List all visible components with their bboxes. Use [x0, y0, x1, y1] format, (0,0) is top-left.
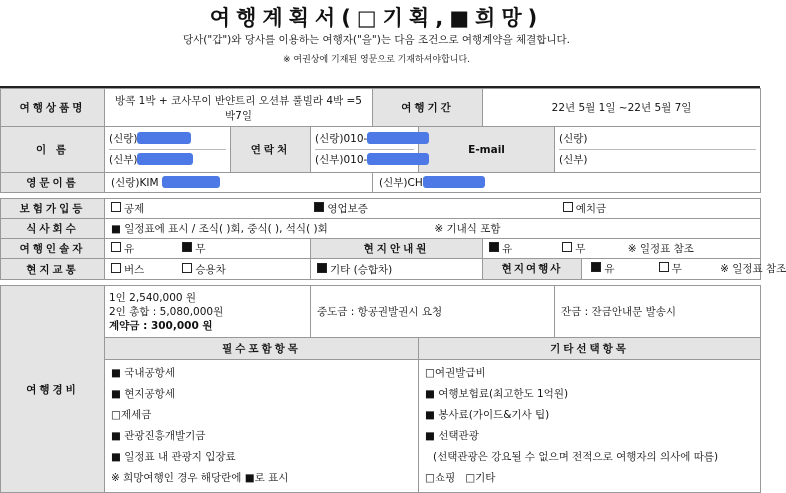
transport-options — [105, 259, 311, 280]
escort-options — [105, 239, 311, 259]
list-item[interactable]: ■ 일정표 내 관광지 입장료 — [111, 451, 236, 463]
agency-label: 현지여행사 — [483, 259, 582, 279]
name-cell[interactable] — [105, 127, 231, 173]
agency-cell — [483, 259, 786, 280]
redaction-mark — [423, 176, 485, 188]
agency-yes: 유 — [604, 263, 615, 275]
period-label: 여행기간 — [373, 89, 483, 127]
english-name-label: 영문이름 — [1, 173, 105, 193]
checkbox-empty[interactable] — [182, 263, 192, 273]
agency-no: 무 — [671, 263, 682, 275]
meals-note: ※ 기내식 포함 — [434, 223, 501, 235]
list-item[interactable]: ■ 여행보험료(최고한도 1억원) — [425, 388, 569, 400]
list-item[interactable]: □여권발급비 — [425, 367, 486, 379]
cost-label: 여행경비 — [1, 286, 105, 493]
transport-other-cell — [311, 259, 483, 280]
cost-total: 2인 총합 : 5,080,000원 — [109, 305, 224, 318]
list-item[interactable]: ■ 봉사료(가이드&기사 팁) — [425, 409, 550, 421]
checkbox-checked[interactable] — [314, 202, 324, 212]
redaction-mark — [137, 153, 193, 165]
list-item[interactable]: ■ 관광진흥개발기금 — [111, 430, 206, 442]
list-item[interactable]: ■ 국내공항세 — [111, 367, 175, 379]
product-label: 여행상품명 — [1, 89, 105, 127]
transport-bus: 버스 — [124, 263, 145, 276]
insurance-opt1: 공제 — [124, 203, 145, 215]
agency-note: ※ 일정표 참조 — [720, 263, 786, 275]
document-title: 여행계획서(□기획,■희망) — [209, 6, 544, 30]
optional-list — [419, 360, 761, 493]
cost-middle[interactable]: 중도금 : 항공권발권시 요청 — [311, 286, 555, 338]
email-label: E-mail — [419, 127, 555, 173]
contact-bride: (신부)010- — [315, 154, 368, 166]
list-item[interactable]: □제세금 — [111, 409, 152, 421]
insurance-label: 보험가입등 — [1, 199, 105, 219]
transport-label: 현지교통 — [1, 259, 105, 280]
english-name-bride: (신부)CH — [379, 177, 423, 189]
insurance-options — [105, 199, 761, 219]
checkbox-checked[interactable] — [182, 242, 192, 252]
checkbox-checked[interactable] — [489, 242, 499, 252]
contract-form — [0, 86, 786, 493]
meals-label: 식사회수 — [1, 219, 105, 239]
guide-label: 현지안내원 — [311, 239, 483, 259]
guide-note: ※ 일정표 참조 — [627, 243, 694, 255]
escort-yes: 유 — [124, 243, 135, 255]
name-label: 이 름 — [1, 127, 105, 173]
list-item: (선택관광은 강요될 수 없으며 전적으로 여행자의 의사에 따름) — [433, 451, 719, 463]
email-groom: (신랑) — [559, 133, 588, 145]
checkbox-empty[interactable] — [563, 202, 573, 212]
optional-header: 기타선택항목 — [419, 338, 761, 360]
checkbox-empty[interactable] — [111, 263, 121, 273]
checkbox-empty[interactable] — [111, 242, 121, 252]
cost-deposit: 계약금 : 300,000 원 — [109, 319, 213, 332]
checkbox-empty[interactable] — [562, 242, 572, 252]
escort-no: 무 — [195, 243, 206, 255]
list-item[interactable]: ■ 선택관광 — [425, 430, 479, 442]
email-bride: (신부) — [559, 149, 756, 170]
checkbox-empty[interactable] — [111, 202, 121, 212]
included-header: 필수포함항목 — [105, 338, 419, 360]
contact-cell[interactable] — [311, 127, 419, 173]
english-name-bride-cell[interactable] — [373, 173, 761, 193]
cost-per-person: 1인 2,540,000 원 — [109, 291, 197, 304]
cost-amounts[interactable] — [105, 286, 311, 338]
redaction-mark — [162, 176, 220, 188]
english-name-groom-cell[interactable] — [105, 173, 373, 193]
guide-options — [483, 239, 761, 259]
redaction-mark — [367, 153, 429, 165]
english-name-groom: (신랑)KIM — [111, 177, 159, 189]
contract-intro: 당사("갑")와 당사를 이용하는 여행자("을")는 다음 조건으로 여행계약을 체결합니다. — [183, 34, 570, 46]
guide-yes: 유 — [502, 243, 513, 255]
included-list — [105, 360, 419, 493]
contact-label: 연락처 — [231, 127, 311, 173]
list-item[interactable]: ■ 현지공항세 — [111, 388, 175, 400]
name-groom: (신랑) — [109, 133, 138, 145]
redaction-mark — [137, 132, 191, 144]
transport-other: 기타 (승합차) — [330, 263, 393, 276]
cost-balance[interactable]: 잔금 : 잔금안내문 발송시 — [555, 286, 761, 338]
list-item[interactable]: □쇼핑 □기타 — [425, 472, 496, 484]
checkbox-checked[interactable] — [317, 263, 327, 273]
escort-label: 여행인솔자 — [1, 239, 105, 259]
checkbox-empty[interactable] — [659, 262, 669, 272]
meals-text[interactable]: ■ 일정표에 표시 / 조식( )회, 중식( ), 석식( )회 — [111, 223, 328, 235]
guide-no: 무 — [575, 243, 586, 255]
redaction-mark — [367, 132, 429, 144]
contact-groom: (신랑)010- — [315, 133, 368, 145]
list-item: ※ 희망여행인 경우 해당란에 ■로 표시 — [111, 472, 289, 484]
transport-car: 승용차 — [195, 263, 226, 276]
insurance-opt3: 예치금 — [575, 203, 607, 215]
email-cell[interactable] — [555, 127, 761, 173]
passport-note: ※ 여권상에 기재된 영문으로 기재하셔야합니다. — [282, 55, 471, 65]
period-value[interactable]: 22년 5월 1일 ~22년 5월 7일 — [483, 89, 761, 127]
checkbox-checked[interactable] — [591, 262, 601, 272]
meals-cell — [105, 219, 761, 239]
name-bride: (신부) — [109, 154, 138, 166]
product-value[interactable]: 방콕 1박 + 코사무이 반얀트리 오션뷰 풀빌라 4박 =5박7일 — [105, 89, 373, 127]
insurance-opt2: 영업보증 — [327, 203, 368, 215]
